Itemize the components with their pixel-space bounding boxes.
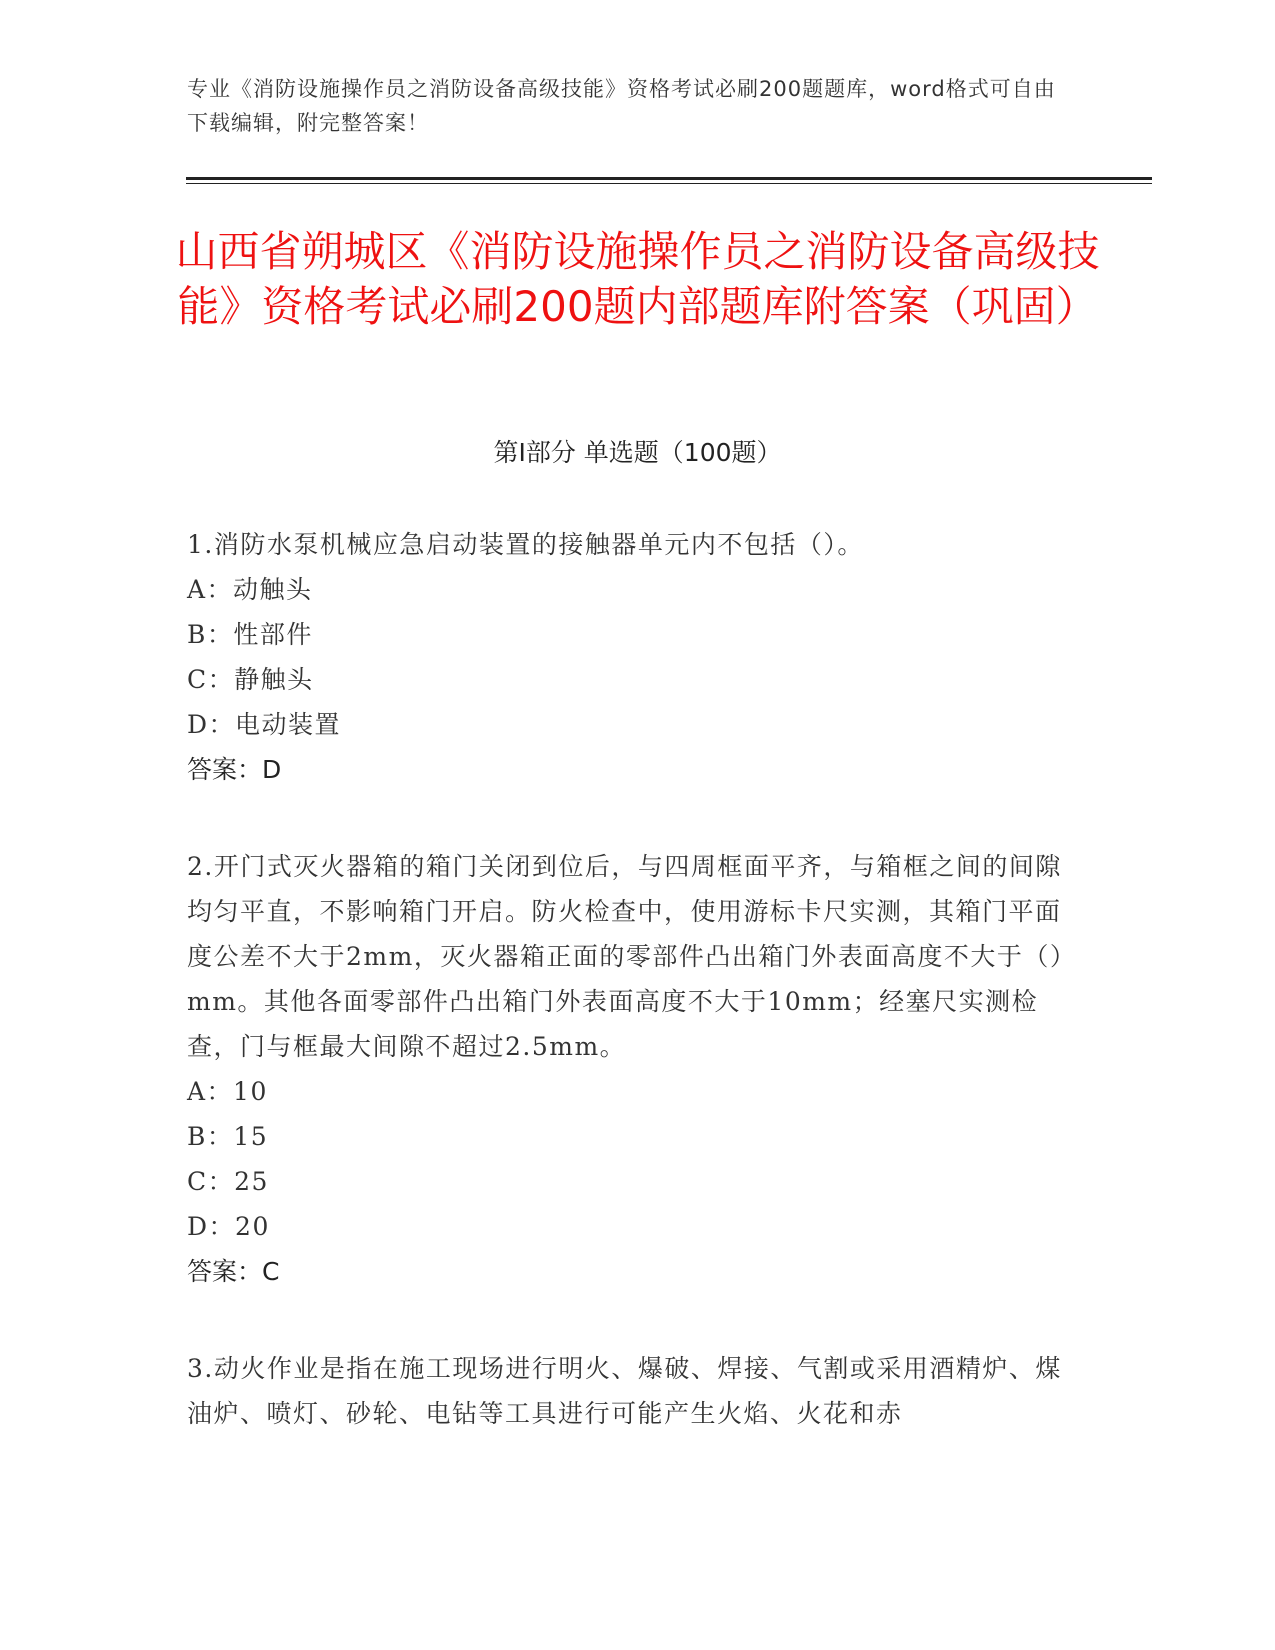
option-b: B：性部件	[187, 620, 313, 649]
header-note: 专业《消防设施操作员之消防设备高级技能》资格考试必刷200题题库，word格式可自由下载编辑，附完整答案！	[187, 77, 1056, 135]
option-d: D：电动装置	[187, 710, 342, 739]
question-stem: 2.开门式灭火器箱的箱门关闭到位后，与四周框面平齐，与箱框之间的间隙均匀平直，不影响箱门开启。防火检查中，使用游标卡尺实测，其箱门平面度公差不大于2mm，灭火器箱正面的零部件凸出箱门外表面高度不大于（）mm。其他各面零部件凸出箱门外表面高度不大于10mm；经塞尺实测检查，门与框最大间隙不超过2.5mm。	[187, 852, 1077, 1061]
answer: 答案：D	[187, 755, 282, 784]
section-title: 第Ⅰ部分 单选题（100题）	[493, 438, 782, 467]
question-1	[187, 522, 1087, 792]
option-a: A：动触头	[187, 575, 313, 604]
option-a: A：10	[187, 1077, 268, 1106]
question-list	[187, 522, 1087, 1488]
question-stem: 3.动火作业是指在施工现场进行明火、爆破、焊接、气割或采用酒精炉、煤油炉、喷灯、砂轮、电钻等工具进行可能产生火焰、火花和赤	[187, 1354, 1062, 1428]
question-3	[187, 1346, 1087, 1436]
page-title: 山西省朔城区《消防设施操作员之消防设备高级技能》资格考试必刷200题内部题库附答案（巩固）	[175, 227, 1100, 331]
option-d: D：20	[187, 1212, 270, 1241]
option-c: C：25	[187, 1167, 269, 1196]
answer: 答案：C	[187, 1257, 280, 1286]
header-divider-thin	[186, 183, 1152, 184]
header-divider-thick	[186, 177, 1152, 180]
option-c: C：静触头	[187, 665, 314, 694]
question-stem: 1.消防水泵机械应急启动装置的接触器单元内不包括（）。	[187, 530, 864, 559]
option-b: B：15	[187, 1122, 269, 1151]
question-2	[187, 844, 1087, 1294]
